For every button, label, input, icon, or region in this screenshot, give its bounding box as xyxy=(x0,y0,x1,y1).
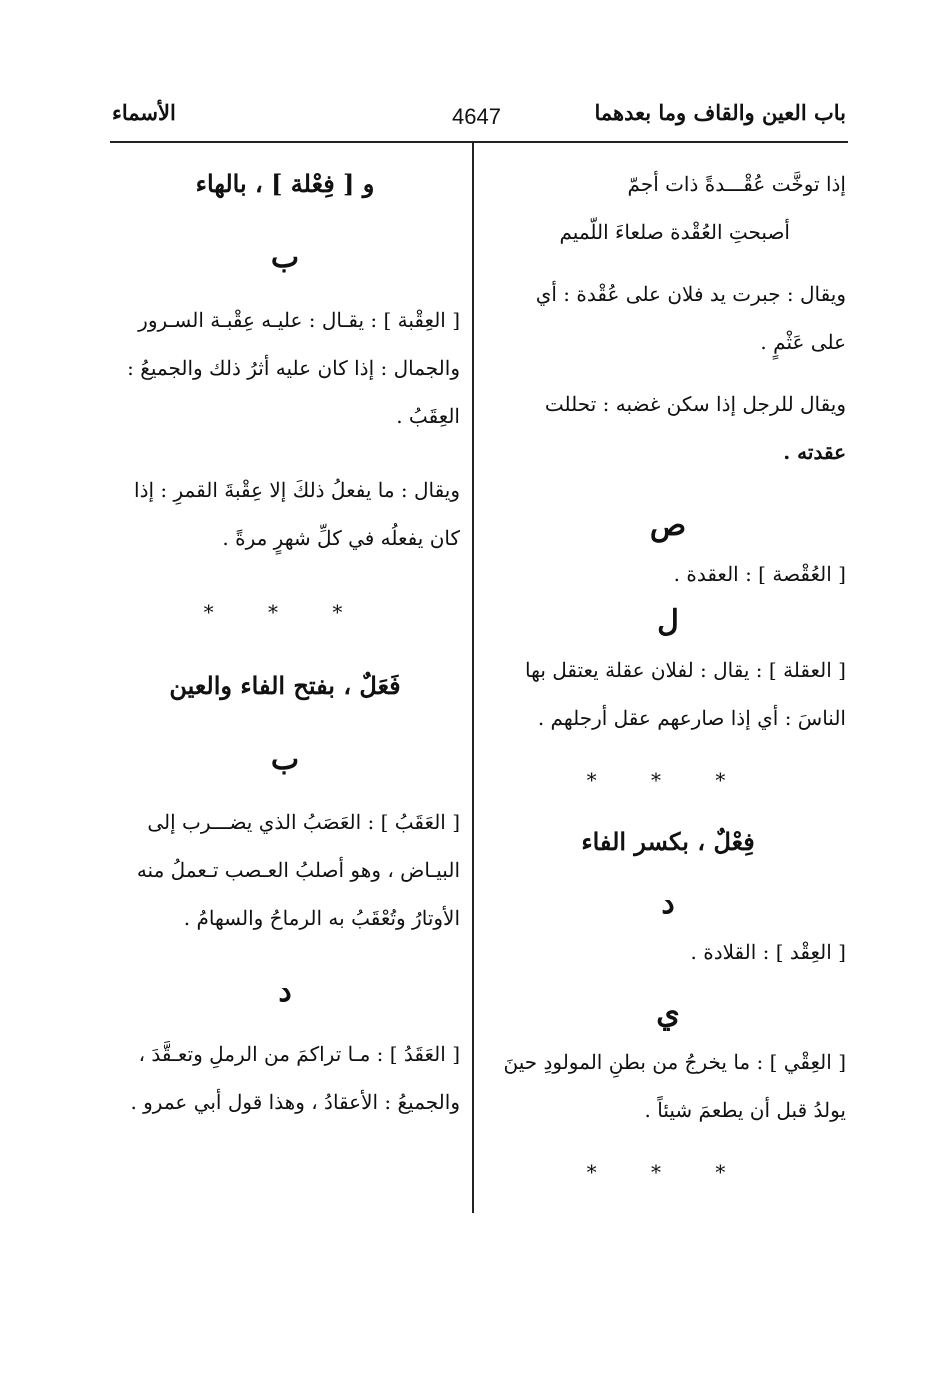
entry-text: ويقال : جبرت يد فلان على عُقْدة : أي xyxy=(535,282,846,306)
letter-heading: ب xyxy=(270,240,300,275)
verse-line: إذا توخَّت عُقْـــدةً ذات أجمّ xyxy=(627,172,846,196)
entry-text: ويقال للرجل إذا سكن غضبه : تحللت xyxy=(544,392,846,416)
letter-heading: ب xyxy=(270,742,300,777)
header-left-title: الأسماء xyxy=(112,100,176,125)
letter-heading: ل xyxy=(657,604,679,639)
section-heading: فَعَلٌ ، بفتح الفاء والعين xyxy=(169,671,401,700)
entry-aqad: والجميعُ : الأعقادُ ، وهذا قول أبي عمرو . xyxy=(130,1090,460,1114)
entry-iqba: [ العِقْبة ] : يقـال : عليـه عِقْبـة السـرور xyxy=(138,308,460,332)
entry-text: كان يفعلُه في كلِّ شهرٍ مرةً . xyxy=(222,526,460,550)
entry-aqla: الناسَ : أي إذا صارعهم عقل أرجلهم . xyxy=(537,706,846,730)
left-column xyxy=(110,160,460,1126)
right-column xyxy=(490,160,846,1196)
entry-aqab: [ العَقَبُ ] : العَصَبُ الذي يضـــرب إلى xyxy=(147,810,460,834)
entry-iqba: العِقَبُ . xyxy=(396,404,460,428)
letter-heading: ص xyxy=(649,508,687,543)
entry-iqyi: [ العِقْي ] : ما يخرجُ من بطنِ المولودِ حينَ xyxy=(503,1050,846,1074)
entry-aqab: الأوتارُ وتُعْقَبُ به الرماحُ والسهامُ . xyxy=(183,906,460,930)
entry-aqab: البيـاض ، وهو أصلبُ العـصب تـعملُ منه xyxy=(136,858,460,882)
entry-text: على عَثْمٍ . xyxy=(760,330,846,354)
entry-iqd: [ العِقْد ] : القلادة . xyxy=(690,940,846,964)
header-right-title: باب العين والقاف وما بعدهما xyxy=(594,100,846,125)
separator-stars: * * * xyxy=(586,1160,750,1184)
page-number: 4647 xyxy=(452,104,501,129)
letter-heading: ي xyxy=(656,996,680,1031)
separator-stars: * * * xyxy=(586,768,750,792)
entry-iqba: والجمال : إذا كان عليه أثرُ ذلك والجميعُ : xyxy=(127,356,460,380)
entry-uqsa: [ العُقْصة ] : العقدة . xyxy=(673,562,846,586)
entry-iqyi: يولدُ قبل أن يطعمَ شيئاً . xyxy=(644,1098,846,1122)
section-heading: فِعْلٌ ، بكسر الفاء xyxy=(581,827,755,856)
separator-stars: * * * xyxy=(203,600,367,624)
verse-line: أصبحتِ العُقْدة صلعاءَ اللّميم xyxy=(559,220,790,244)
entry-aqla: [ العقلة ] : يقال : لفلان عقلة يعتقل بها xyxy=(525,658,846,682)
entry-aqad: [ العَقَدُ ] : مـا تراكمَ من الرملِ وتعـقَّدَ ، xyxy=(138,1042,460,1066)
letter-heading: د xyxy=(661,886,675,921)
section-heading: و [ فِعْلة ] ، بالهاء xyxy=(195,169,375,198)
letter-heading: د xyxy=(278,974,292,1009)
header-rule xyxy=(110,141,848,143)
entry-text: عقدته . xyxy=(783,440,846,464)
entry-text: ويقال : ما يفعلُ ذلكَ إلا عِقْبةَ القمرِ : إذا xyxy=(134,478,460,502)
column-divider xyxy=(472,143,474,1213)
